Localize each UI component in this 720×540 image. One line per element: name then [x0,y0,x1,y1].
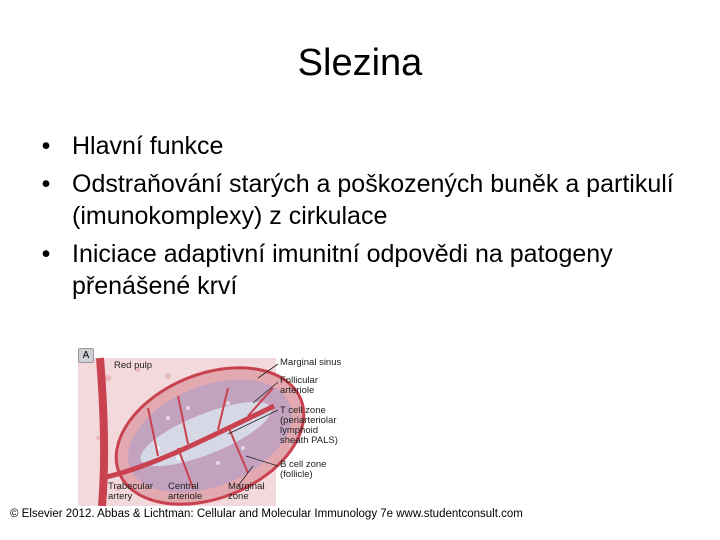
trabecular-artery [100,358,104,506]
slide-title: Slezina [297,42,423,84]
label-t-cell-zone: T cell zone (periarteriolar lymphoid sheath PALS) [280,405,338,446]
label-b-cell-zone: B cell zone (follicle) [280,459,327,480]
label-marginal-zone: Marginal zone [228,481,265,502]
bullet-glyph: • [41,240,51,268]
bullet-text: Odstraňování starých a poškozených buněk a partikulí (imunokomplexy) z cirkulace [72,170,674,230]
label-trabecular-artery: Trabecular artery [108,481,154,502]
panel-letter: A [78,348,94,363]
bullet-text: Iniciace adaptivní imunitní odpovědi na patogeny přenášené krví [72,240,613,300]
bullet-item [36,130,676,162]
bullet-glyph: • [41,170,51,198]
label-red-pulp: Red pulp [114,360,153,371]
spleen-diagram [78,348,358,506]
label-marginal-sinus: Marginal sinus [280,357,342,368]
bullet-text: Hlavní funkce [72,132,224,160]
bullet-list [36,130,676,308]
bullet-item [36,168,676,232]
label-follicular-arteriole: Follicular arteriole [280,375,319,396]
bullet-item [36,238,676,302]
bullet-glyph: • [41,132,51,160]
copyright-credit: © Elsevier 2012. Abbas & Lichtman: Cellular and Molecular Immunology 7e www.studentconsult.com [10,508,523,520]
label-central-arteriole: Central arteriole [168,481,203,502]
